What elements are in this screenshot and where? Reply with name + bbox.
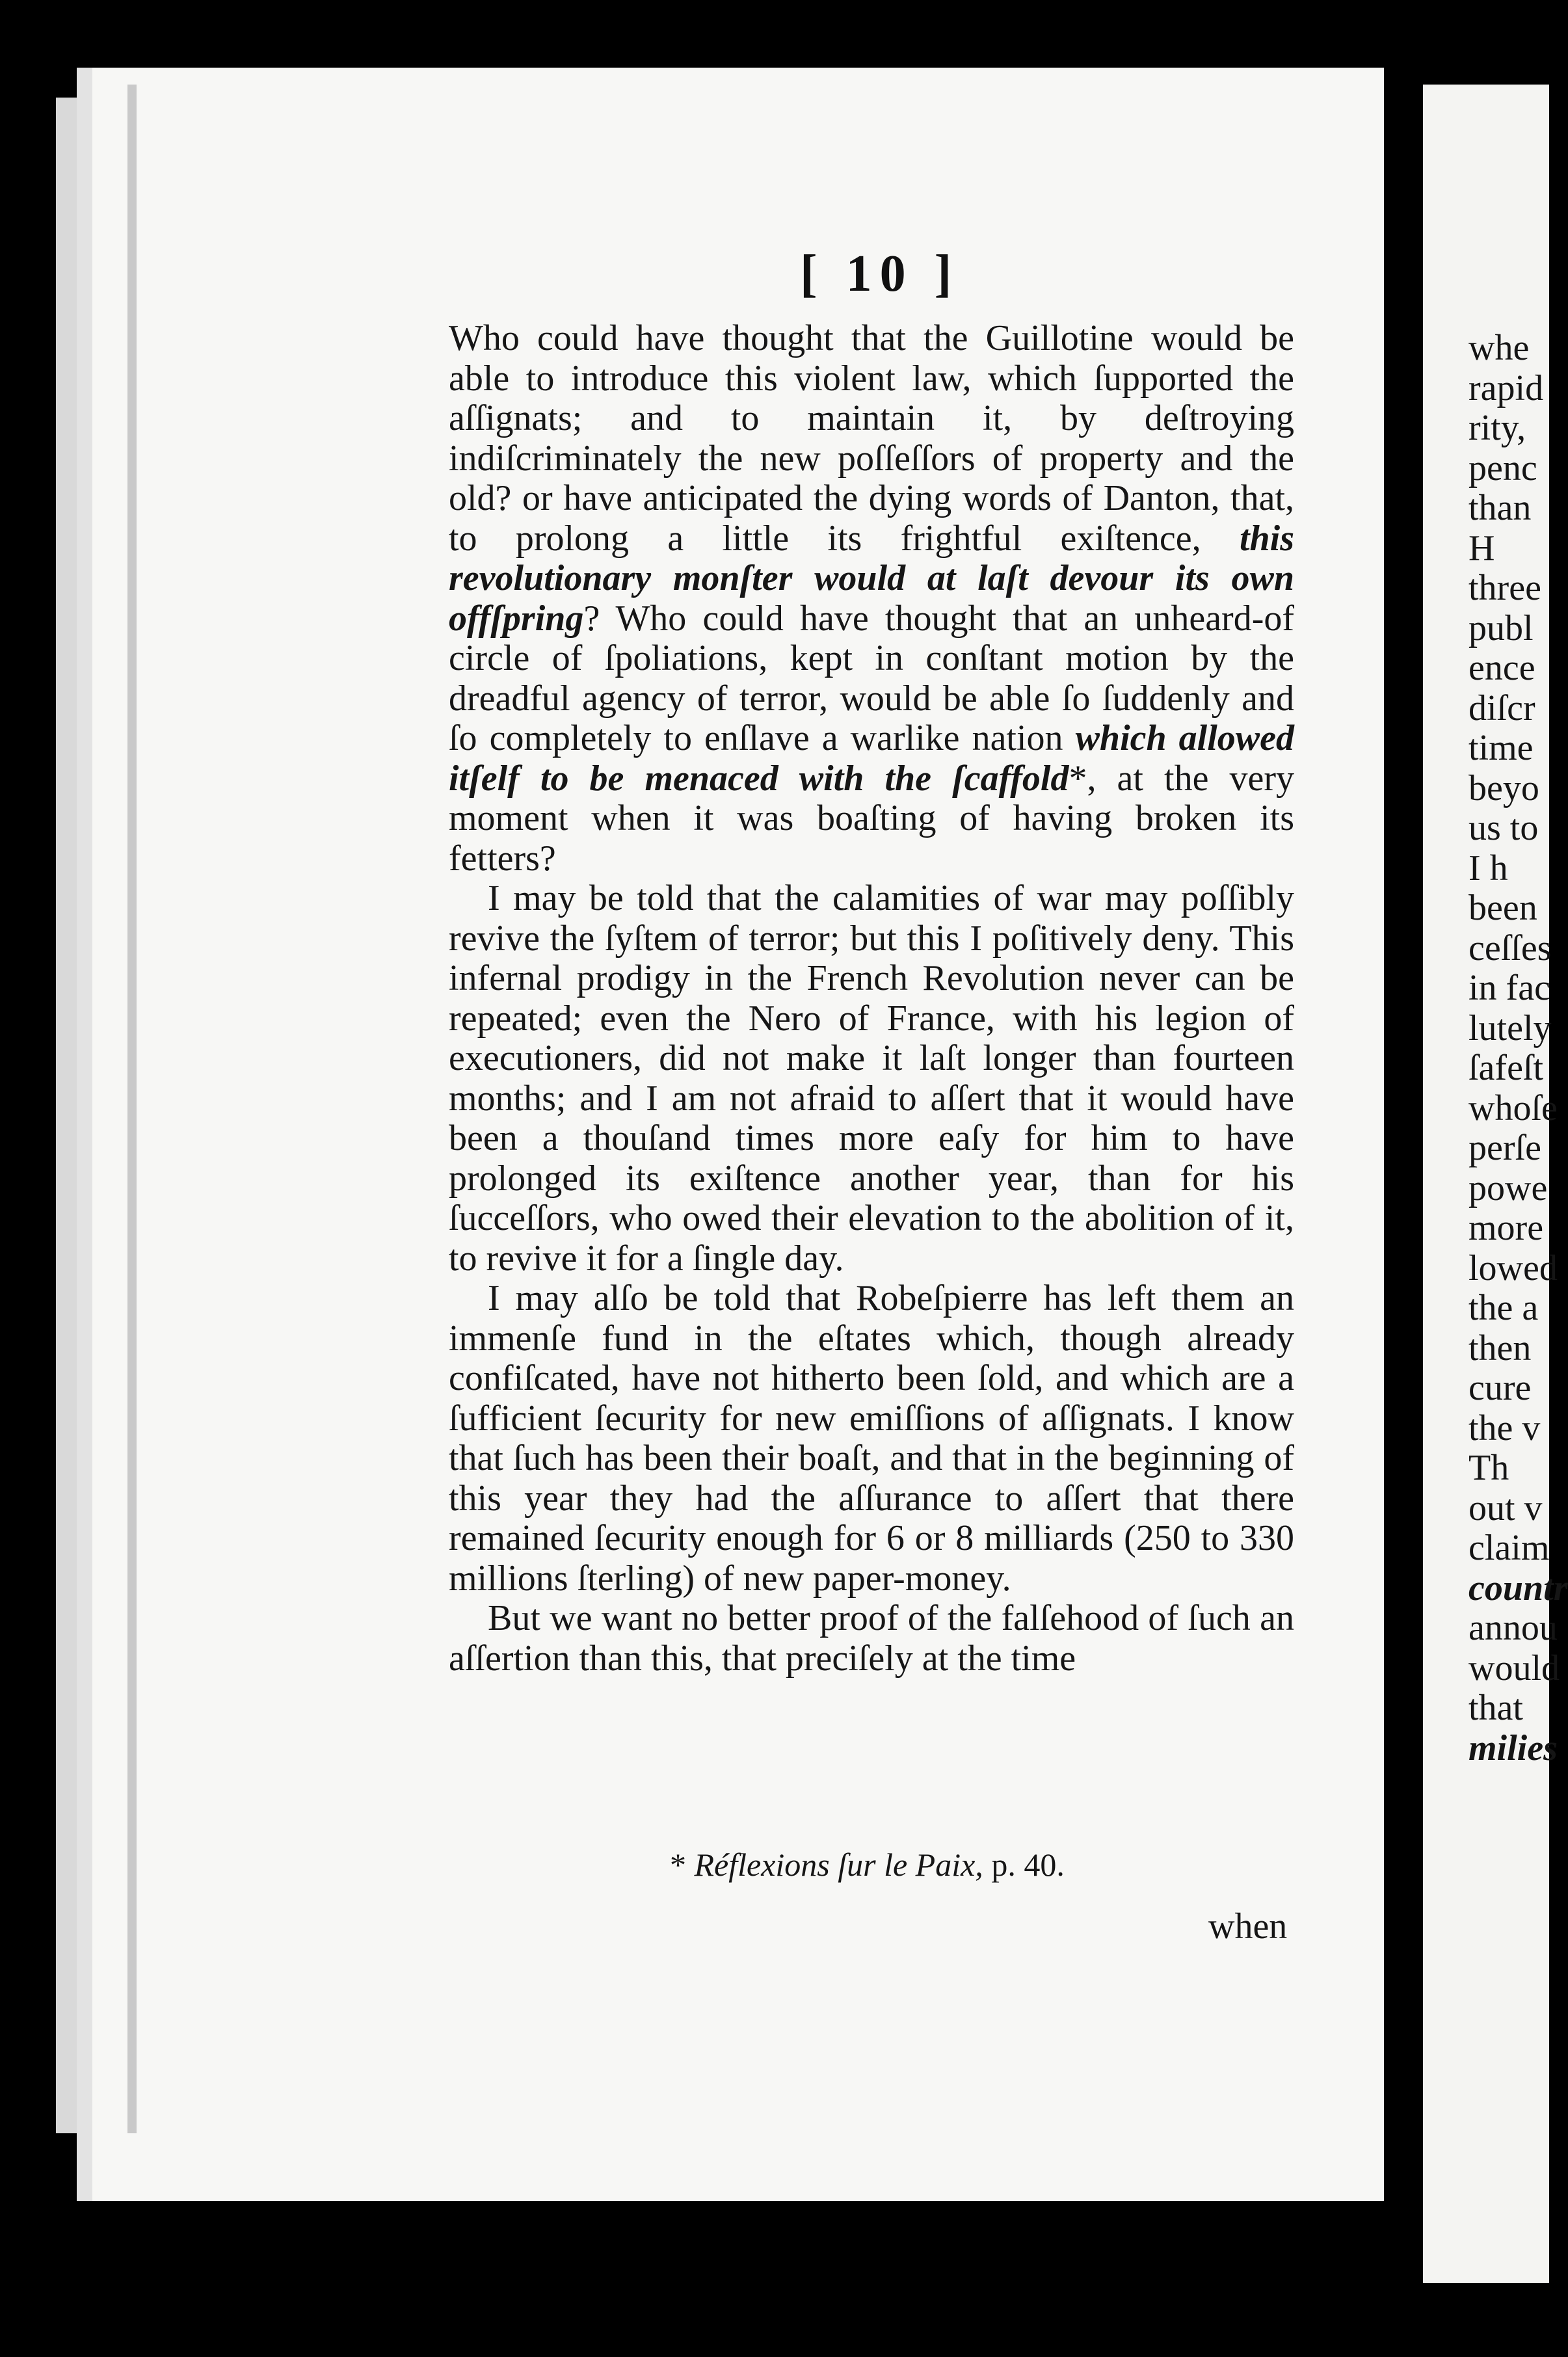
facing-line: claim	[1468, 1528, 1550, 1568]
facing-line: three	[1468, 568, 1541, 608]
facing-line: countr	[1468, 1567, 1568, 1608]
facing-line: out v	[1468, 1487, 1543, 1528]
facing-line: been	[1468, 888, 1537, 928]
facing-line: whe	[1468, 328, 1530, 368]
facing-line: ence	[1468, 648, 1535, 688]
facing-line: ceſſes	[1468, 927, 1552, 968]
facing-line: ſafeſt	[1468, 1048, 1544, 1088]
paragraph-3: I may alſo be told that Robeſpierre has left them an immenſe fund in the eſtates which, though already confiſcated, have not hitherto been ſold, and which are a ſufficient ſecurity for new emiſſions of aſſignats. I know that ſuch has been their boaſt, and that in the beginning of this year they had the aſſurance to aſſert that there remained ſecurity enough for 6 or 8 milliards (250 to 330 millions ſterling) of new paper-money.	[449, 1278, 1294, 1599]
facing-line: the a	[1468, 1288, 1539, 1328]
catchword: when	[1208, 1906, 1288, 1947]
footnote-page: p. 40.	[991, 1846, 1065, 1883]
facing-line: rity,	[1468, 408, 1526, 448]
facing-line: H	[1468, 527, 1495, 568]
paragraph-1: Who could have thought that the Guillotine would be able to introduce this violent law, which ſupported the aſſignats; and to maintain it, by deſtroying indiſcriminately the new poſſeſſors of property and the old? or have anticipated the dying words of Danton, that, to prolong a little its frightful exiſtence, this revolutionary monſter would at laſt devour its own offſpring? Who could have thought that an unheard-of circle of ſpoliations, kept in conſtant motion by the dreadful agency of terror, would be able ſo ſuddenly and ſo completely to enſlave a warlike nation which allowed itſelf to be menaced with the ſcaffold*, at the very moment when it was boaſting of having broken its fetters?	[449, 318, 1294, 879]
facing-page-text	[1468, 328, 1568, 1768]
body-text	[449, 319, 1294, 1679]
facing-line: powe	[1468, 1167, 1548, 1208]
italic-quote-danton: this revolutionary monſter would at laſt devour its own offſpring	[449, 518, 1294, 639]
facing-line: I h	[1468, 847, 1508, 888]
facing-line: lutely	[1468, 1007, 1552, 1048]
facing-line: then	[1468, 1327, 1532, 1368]
paragraph-2: I may be told that the calamities of war may poſſibly revive the ſyſtem of terror; but this I poſitively deny. This infernal prodigy in the French Revolution never can be repeated; even the Nero of France, with his legion of executioners, did not make it laſt longer than fourteen months; and I am not afraid to aſſert that it would have been a thouſand times more eaſy for him to have prolonged its exiſtence another year, than for his ſucceſſors, who owed their elevation to the abolition of it, to revive it for a ſingle day.	[449, 878, 1294, 1279]
facing-line: diſcr	[1468, 687, 1535, 728]
italic-quote-scaffold: which allowed itſelf to be menaced with the ſcaffold	[449, 718, 1294, 799]
page-edge	[127, 85, 137, 2133]
facing-line: time	[1468, 728, 1534, 768]
paragraph-4: But we want no better proof of the falſehood of ſuch an aſſertion than this, that preciſely at the time	[449, 1598, 1294, 1679]
facing-line: rapid	[1468, 367, 1544, 408]
facing-line: lowed	[1468, 1247, 1558, 1288]
facing-line: cure	[1468, 1368, 1532, 1408]
facing-line: Th	[1468, 1448, 1509, 1488]
facing-line: in fac	[1468, 968, 1550, 1008]
facing-line: perſe	[1468, 1128, 1541, 1168]
facing-line: us to	[1468, 808, 1539, 848]
facing-line: annou	[1468, 1608, 1558, 1648]
facing-line: more	[1468, 1208, 1544, 1248]
facing-line: than	[1468, 488, 1532, 528]
facing-line: beyo	[1468, 767, 1539, 808]
facing-line: that	[1468, 1688, 1523, 1728]
footnote	[670, 1846, 1065, 1884]
footnote-title: Réflexions ſur le Paix,	[694, 1846, 983, 1883]
facing-line: would	[1468, 1647, 1560, 1688]
footnote-mark: *	[670, 1846, 686, 1883]
facing-line: publ	[1468, 607, 1534, 648]
facing-line: the v	[1468, 1407, 1541, 1448]
facing-line: whoſe	[1468, 1087, 1558, 1128]
facing-line: penc	[1468, 447, 1537, 488]
facing-line: milies	[1468, 1727, 1558, 1768]
page-number: [ 10 ]	[800, 245, 960, 302]
